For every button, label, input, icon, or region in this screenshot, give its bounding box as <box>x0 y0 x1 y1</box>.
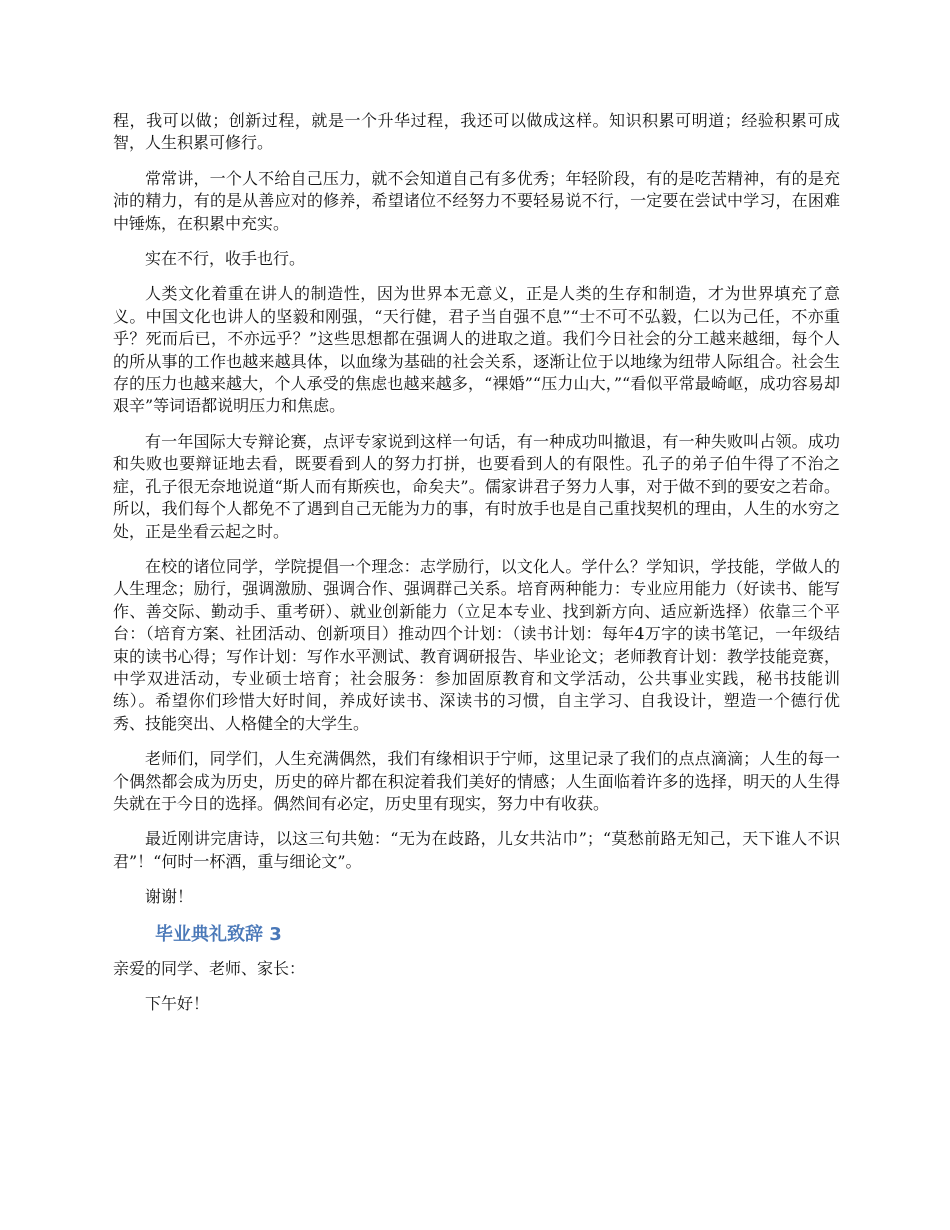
paragraph-college-philosophy: 在校的诸位同学，学院提倡一个理念：志学励行，以文化人。学什么？学知识，学技能，学做人的人生理念；励行，强调激励、强调合作、强调群己关系。培育两种能力：专业应用能力（好读书、能写作、善交际、勤动手、重考研）、就业创新能力（立足本专业、找到新方向、适应新选择）依靠三个平台：（培育方案、社团活动、创新项目）推动四个计划：（读书计划：每年4万字的读书笔记，一年级结束的读书心得；写作计划：写作水平测试、教育调研报告、毕业论文；老师教育计划：教学技能竞赛，中学双进活动，专业硕士培育；社会服务：参加固原教育和文学活动，公共事业实践，秘书技能训练）。希望你们珍惜大好时间，养成好读书、深读书的习惯，自主学习、自我设计，塑造一个德行优秀、技能突出、人格健全的大学生。 <box>113 556 840 733</box>
greeting: 下午好！ <box>145 994 210 1013</box>
paragraph-thanks: 谢谢！ <box>145 887 194 907</box>
paragraph-poems: 最近刚讲完唐诗，以这三句共勉：“无为在歧路，儿女共沾巾”；“莫愁前路无知己，天下谁人不识君”！“何时一杯酒，重与细论文”。 <box>113 829 840 871</box>
section-heading: 毕业典礼致辞 3 <box>155 923 282 945</box>
paragraph-debate: 有一年国际大专辩论赛，点评专家说到这样一句话，有一种成功叫撤退，有一种失败叫占领。成功和失败也要辩证地去看，既要看到人的努力打拼，也要看到人的有限性。孔子的弟子伯牛得了不治之症，孔子很无奈地说道“斯人而有斯疾也，命矣夫”。儒家讲君子努力人事，对于做不到的要安之若命。所以，我们每个人都免不了遇到自己无能为力的事，有时放手也是自己重找契机的理由，人生的水穷之处，正是坐看云起之时。 <box>113 431 840 541</box>
salutation: 亲爱的同学、老师、家长： <box>113 958 306 978</box>
paragraph-let-go: 实在不行，收手也行。 <box>145 249 306 269</box>
paragraph-pressure: 常常讲，一个人不给自己压力，就不会知道自己有多优秀；年轻阶段，有的是吃苦精神，有的是充沛的精力，有的是从善应对的修养，希望诸位不经努力不要轻易说不行，一定要在尝试中学习，在困难中锤炼，在积累中充实。 <box>113 168 840 233</box>
paragraph-chance: 老师们，同学们，人生充满偶然，我们有缘相识于宁师，这里记录了我们的点点滴滴；人生的每一个偶然都会成为历史，历史的碎片都在积淀着我们美好的情感；人生面临着许多的选择，明天的人生得失就在于今日的选择。偶然间有必定，历史里有现实，努力中有收获。 <box>113 749 840 813</box>
paragraph-continuation: 程，我可以做；创新过程，就是一个升华过程，我还可以做成这样。知识积累可明道；经验积累可成智，人生积累可修行。 <box>113 111 840 153</box>
paragraph-human-culture: 人类文化着重在讲人的制造性，因为世界本无意义，正是人类的生存和制造，才为世界填充了意义。中国文化也讲人的坚毅和刚强，“天行健，君子当自强不息”“士不可不弘毅，仁以为己任，不亦重乎？死而后已，不亦远乎？”这些思想都在强调人的进取之道。我们今日社会的分工越来越细，每个人的所从事的工作也越来越具体，以血缘为基础的社会关系，逐渐让位于以地缘为纽带人际组合。社会生存的压力也越来越大，个人承受的焦虑也越来越多，“裸婚”“压力山大，”“看似平常最崎岖，成功容易却艰辛”等词语都说明压力和焦虑。 <box>113 284 840 416</box>
document-page <box>113 110 840 1028</box>
